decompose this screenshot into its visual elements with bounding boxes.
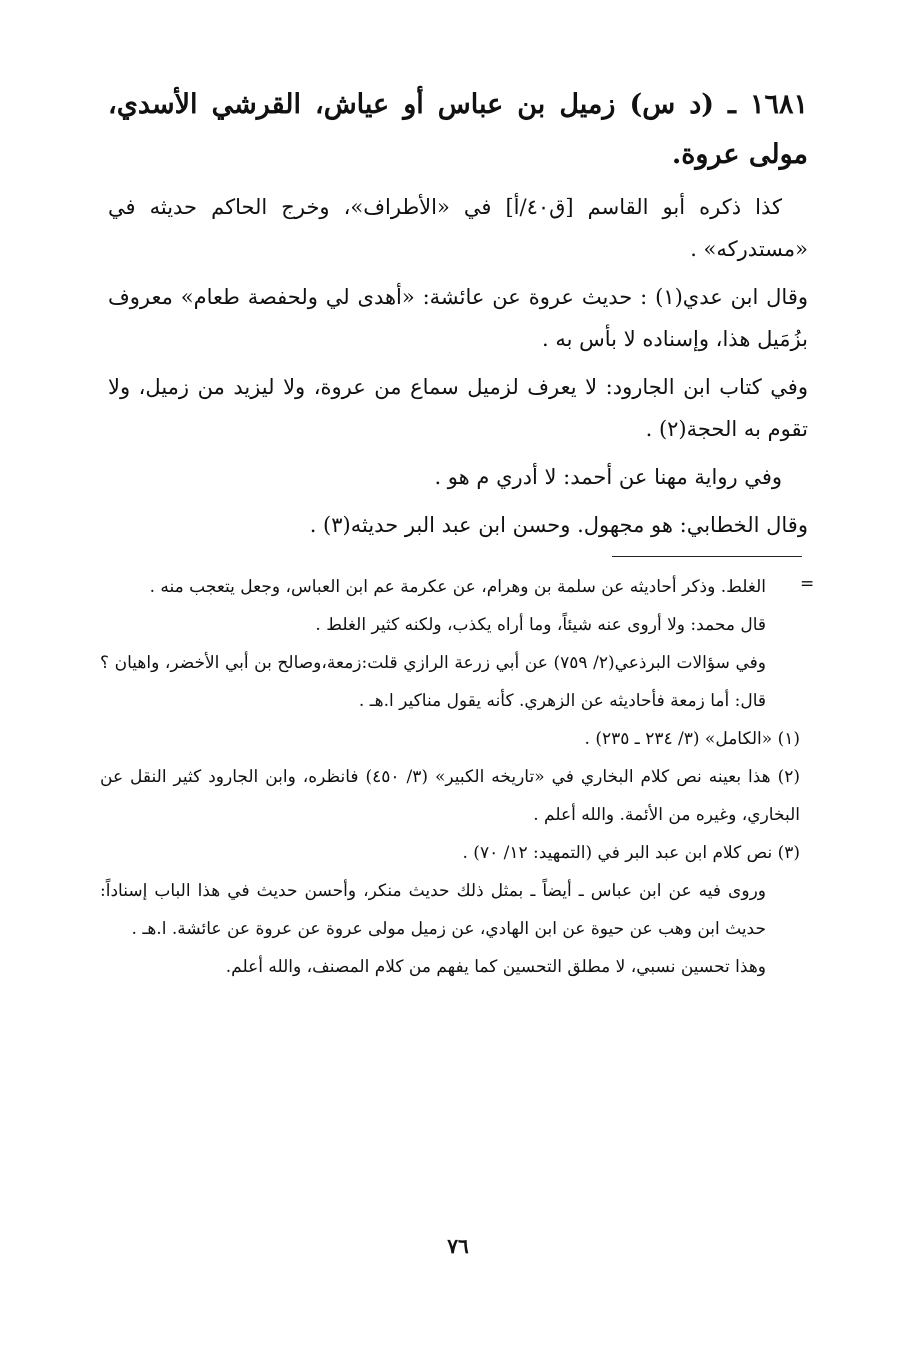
entry-paragraph: وقال الخطابي: هو مجهول. وحسن ابن عبد البر حديثه(٣) .: [309, 513, 808, 537]
footnote-1: (١) «الكامل» (٣/ ٢٣٤ ـ ٢٣٥) .: [584, 729, 800, 749]
entry-paragraph: وفي رواية مهنا عن أحمد: لا أدري م هو .: [434, 465, 782, 489]
footnote-continued: وفي سؤالات البرذعي(٢/ ٧٥٩) عن أبي زرعة الرازي قلت:زمعة،وصالح بن أبي الأخضر، واهيان ؟ قال: أما زمعة فأحاديثه عن الزهري. كأنه يقول مناكير ا.هـ .: [100, 653, 766, 711]
page-number: ٧٦: [447, 1234, 469, 1258]
footnote-continued: الغلط. وذكر أحاديثه عن سلمة بن وهرام، عن عكرمة عم ابن العباس، وجعل يتعجب منه .: [149, 577, 766, 597]
footnote-3-continued: وروى فيه عن ابن عباس ـ أيضاً ـ بمثل ذلك حديث منكر، وأحسن حديث في هذا الباب إسناداً: حديث ابن وهب عن حيوة عن ابن الهادي، عن زميل مولى عروة عن عروة عن عائشة. ا.هـ .: [100, 881, 766, 939]
footnote-3-continued: وهذا تحسين نسبي، لا مطلق التحسين كما يفهم من كلام المصنف، والله أعلم.: [225, 957, 766, 977]
entry-heading: ١٦٨١ ـ (د س) زميل بن عباس أو عياش، القرشي الأسدي، مولى عروة.: [108, 89, 808, 170]
entry-paragraph: وفي كتاب ابن الجارود: لا يعرف لزميل سماع من عروة، ولا ليزيد من زميل، ولا تقوم به الحجة(٢) .: [108, 375, 808, 441]
footnote-3: (٣) نص كلام ابن عبد البر في (التمهيد: ١٢/ ٧٠) .: [462, 843, 800, 863]
footnote-continued: قال محمد: ولا أروى عنه شيئاً، وما أراه يكذب، ولكنه كثير الغلط .: [315, 615, 766, 635]
entry-paragraph: وقال ابن عدي(١) : حديث عروة عن عائشة: «أهدى لي ولحفصة طعام» معروف بزُمَيل هذا، وإسناده لا بأس به .: [108, 285, 808, 351]
footnote-separator: [612, 556, 802, 557]
entry-body: [108, 80, 808, 552]
footnote-continuation-mark: =: [800, 574, 815, 594]
entry-paragraph: كذا ذكره أبو القاسم [ق٤٠/أ] في «الأطراف»، وخرج الحاكم حديثه في «مستدركه» .: [108, 195, 808, 261]
footnotes-block: [100, 568, 800, 986]
footnote-2: (٢) هذا بعينه نص كلام البخاري في «تاريخه الكبير» (٣/ ٤٥٠) فانظره، وابن الجارود كثير النقل عن البخاري، وغيره من الأئمة. والله أعلم .: [100, 767, 800, 825]
